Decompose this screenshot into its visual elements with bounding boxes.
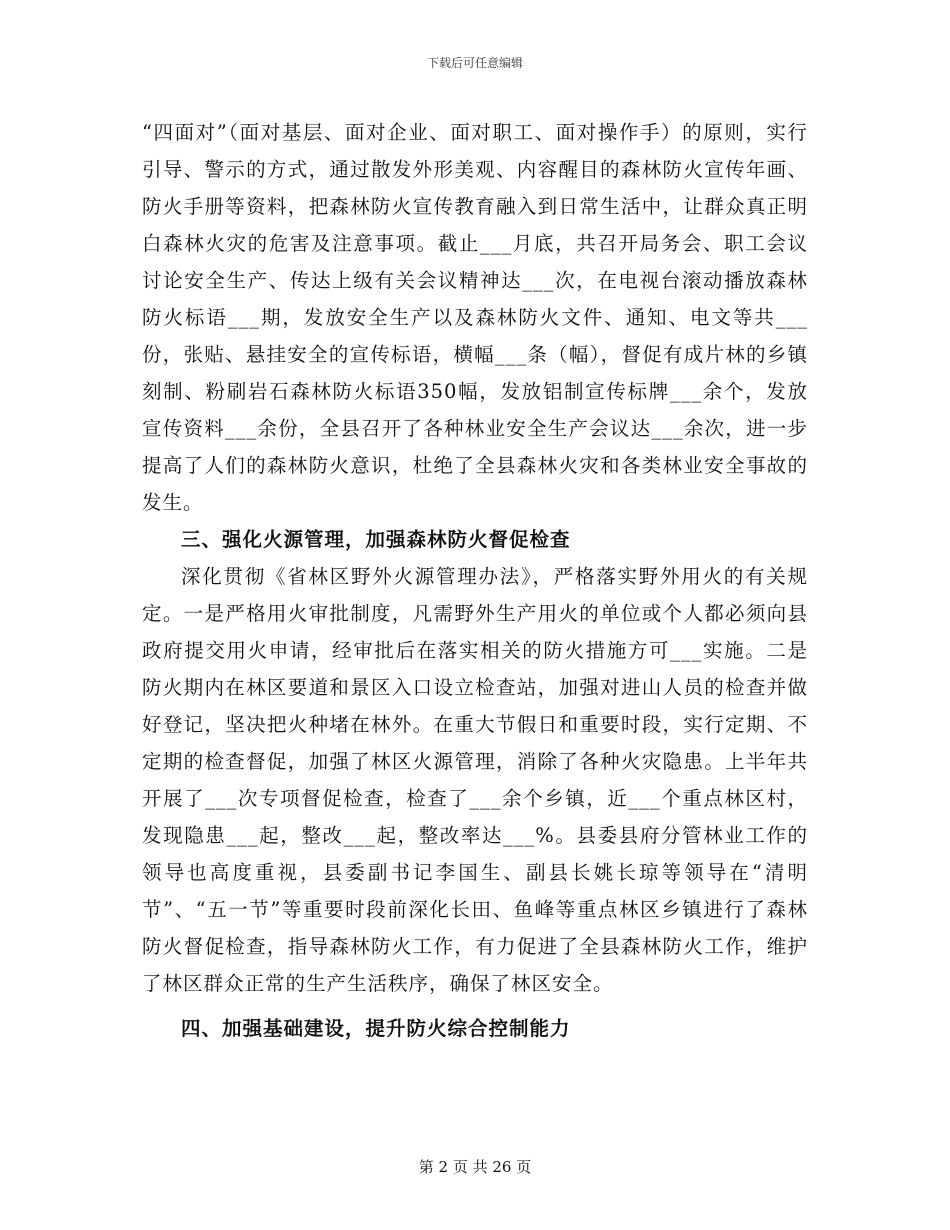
paragraph-publicity: “四面对”（面对基层、面对企业、面对职工、面对操作手）的原则，实行引导、警示的方式，通过散发外形美观、内容醒目的森林防火宣传年画、防火手册等资料，把森林防火宣传教育融入到日常生活中，让群众真正明白森林火灾的危害及注意事项。截止___月底，共召开局务会、职工会议讨论安全生产、传达上级有关会议精神达___次，在电视台滚动播放森林防火标语___期，发放安全生产以及森林防火文件、通知、电文等共___份，张贴、悬挂安全的宣传标语，横幅___条（幅），督促有成片林的乡镇刻制、粉刷岩石森林防火标语350幅，发放铝制宣传标牌___余个，发放宣传资料___余份，全县召开了各种林业安全生产会议达___余次，进一步提高了人们的森林防火意识，杜绝了全县森林火灾和各类林业安全事故的发生。: [142, 121, 808, 514]
section-heading-infrastructure: 四、加强基础建设，提升防火综合控制能力: [181, 1017, 571, 1040]
page-header: 下载后可任意编辑: [426, 56, 523, 70]
section-heading-fire-source: 三、强化火源管理，加强森林防火督促检查: [181, 528, 571, 551]
page-number-footer: 第 2 页 共 26 页: [418, 1158, 532, 1176]
paragraph-fire-source-management: 深化贯彻《省林区野外火源管理办法》，严格落实野外用火的有关规定。一是严格用火审批制度，凡需野外生产用火的单位或个人都必须向县政府提交用火申请，经审批后在落实相关的防火措施方可___实施。二是防火期内在林区要道和景区入口设立检查站，加强对进山人员的检查并做好登记，坚决把火种堵在林外。在重大节假日和重要时段，实行定期、不定期的检查督促，加强了林区火源管理，消除了各种火灾隐患。上半年共开展了___次专项督促检查，检查了___余个乡镇，近___个重点林区村，发现隐患___起，整改___起，整改率达___%。县委县府分管林业工作的领导也高度重视，县委副书记李国生、副县长姚长琼等领导在“清明节”、“五一节”等重要时段前深化长田、鱼峰等重点林区乡镇进行了森林防火督促检查，指导森林防火工作，有力促进了全县森林防火工作，维护了林区群众正常的生产生活秩序，确保了林区安全。: [142, 565, 808, 995]
document-body: [142, 114, 808, 1047]
